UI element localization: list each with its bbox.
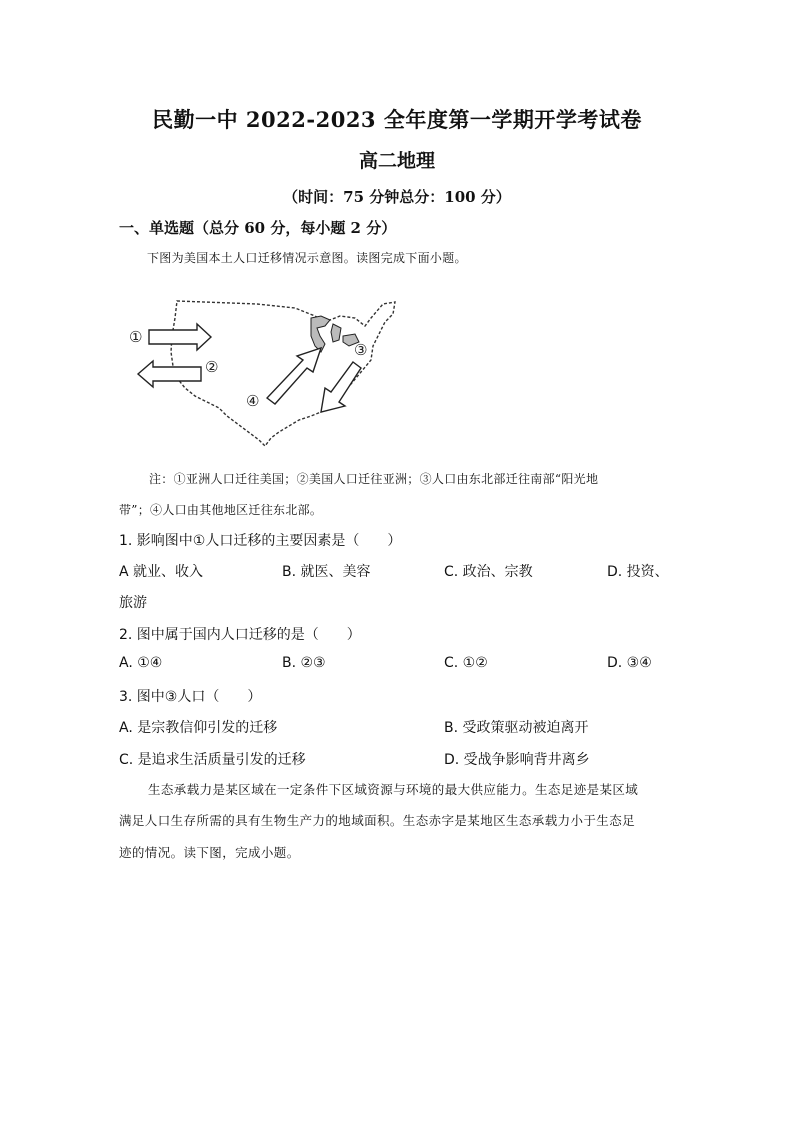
page-title: 民勤一中 2022-2023 全年度第一学期开学考试卷 [152,107,642,132]
section-heading: 一、单选题（总分 60 分，每小题 2 分） [119,219,397,237]
arrow-1-east [149,324,211,350]
passage-line-1: 生态承载力是某区域在一定条件下区域资源与环境的最大供应能力。生态足迹是某区域 [148,782,639,797]
map-note-line-2: 带”；④人口由其他地区迁往东北部。 [119,503,323,517]
question-1-option-d: D. 投资、 [607,564,669,580]
question-2-option-c: C. ①② [444,655,488,671]
exam-time-info: （时间：75 分钟总分：100 分） [283,188,511,206]
question-2-option-a: A. ①④ [119,655,163,671]
question-3-option-c: C. 是追求生活质量引发的迁移 [119,752,306,768]
question-2-stem: 2. 图中属于国内人口迁移的是（ ） [119,627,361,643]
label-2: ② [205,358,219,376]
question-1-option-b: B. 就医、美容 [282,564,371,580]
question-1-option-a: A 就业、收入 [119,564,204,580]
label-3: ③ [354,341,368,359]
question-2-option-d: D. ③④ [607,655,652,671]
question-1-option-d-continued: 旅游 [119,595,147,611]
arrow-2-west [138,361,201,387]
map-intro-text: 下图为美国本土人口迁移情况示意图。读图完成下面小题。 [147,251,467,265]
great-lakes [311,316,359,352]
question-2-option-b: B. ②③ [282,655,326,671]
map-note-line-1: 注：①亚洲人口迁往美国；②美国人口迁往亚洲；③人口由东北部迁往南部“阳光地 [149,472,599,486]
label-4: ④ [246,392,260,410]
label-1: ① [129,328,143,346]
question-1-option-c: C. 政治、宗教 [444,564,533,580]
question-3-option-a: A. 是宗教信仰引发的迁移 [119,720,278,736]
question-3-option-d: D. 受战争影响背井离乡 [444,752,590,768]
question-3-stem: 3. 图中③人口（ ） [119,689,262,705]
passage-line-2: 满足人口生存所需的具有生物生产力的地域面积。生态赤字是某地区生态承载力小于生态足 [119,813,636,828]
subject-title: 高二地理 [358,150,435,172]
us-migration-map [125,290,400,450]
arrow-4-northeast [267,348,321,404]
question-1-stem: 1. 影响图中①人口迁移的主要因素是（ ） [119,533,402,549]
passage-line-3: 迹的情况。读下图，完成小题。 [119,845,300,860]
question-3-option-b: B. 受政策驱动被迫离开 [444,720,589,736]
arrow-3-south [321,362,361,412]
